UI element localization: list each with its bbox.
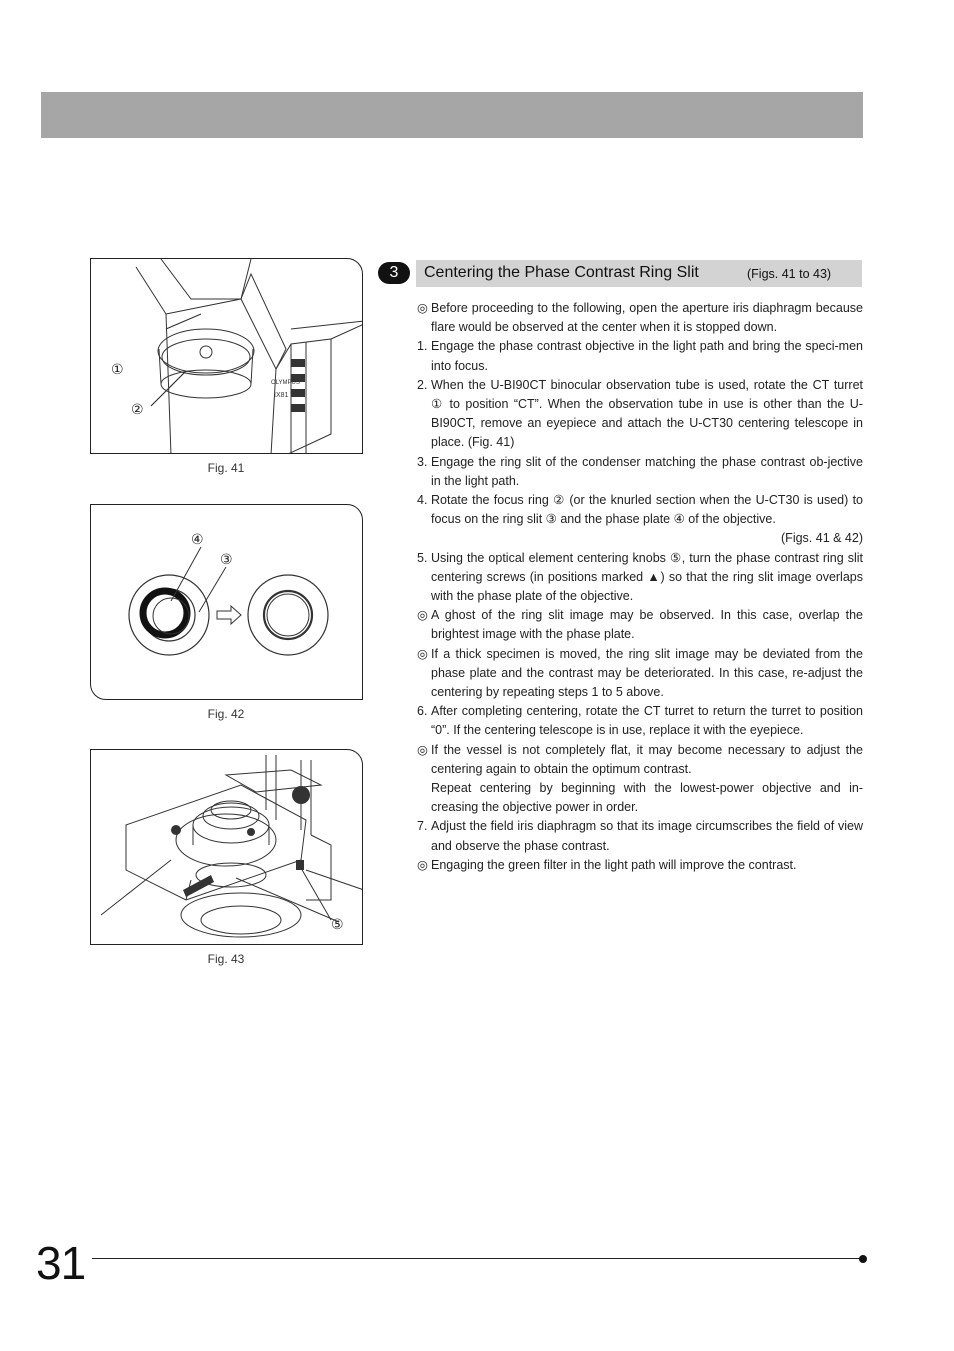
paragraph-step-5: 5. Using the optical element centering knobs ⑤, turn the phase contrast ring slit centering screws (in positions marked ▲) so that the ring slit image overlaps with the phase plate of the objective. — [417, 550, 863, 604]
paragraph-step-7: 7. Adjust the field iris diaphragm so that its image circumscribes the field of view and observe the phase contrast. — [417, 819, 863, 853]
callout-2: ② — [131, 402, 144, 418]
section-title: Centering the Phase Contrast Ring Slit — [424, 264, 699, 281]
paragraph-note: ◎ Engaging the green filter in the light path will improve the contrast. — [417, 857, 797, 872]
paragraph-step-4: 4. Rotate the focus ring ② (or the knurled section when the U-CT30 is used) to focus on the ring slit ③ and the phase plate ④ of the objective. — [417, 493, 863, 527]
callout-4: ④ — [191, 532, 204, 548]
paragraph-continuation: Repeat centering by beginning with the lowest-power objective and in-creasing the objective power in order. — [431, 781, 863, 815]
paragraph-step-2: 2. When the U-BI90CT binocular observation tube is used, rotate the CT turret ① to position “CT”. When the observation tube in use is other than the U-BI90CT, remove an eyepiece and attach the U-CT30 centering telescope in place. (Fig. 41) — [417, 377, 863, 450]
paragraph-step-6: 6. After completing centering, rotate the CT turret to return the turret to position “0”. If the centering telescope is in use, replace it with the eyepiece. — [417, 704, 863, 738]
footer-rule — [92, 1258, 862, 1259]
ring-slit-overlap-illustration — [91, 505, 363, 700]
callout-1: ① — [111, 362, 124, 378]
callout-5: ⑤ — [331, 917, 344, 933]
section-heading — [378, 260, 862, 287]
callout-3: ③ — [220, 552, 233, 568]
section-title-band — [416, 260, 862, 287]
paragraph-step-3: 3. Engage the ring slit of the condenser matching the phase contrast ob-jective in the light path. — [417, 454, 863, 488]
microscope-focus-illustration — [91, 259, 363, 454]
fig42-caption: Fig. 42 — [207, 707, 245, 721]
fig41-caption: Fig. 41 — [207, 461, 245, 475]
paragraph-note: ◎ If the vessel is not completely flat, it may become necessary to adjust the centering again to obtain the optimum contrast. — [417, 742, 863, 776]
paragraph-note: ◎ Before proceeding to the following, open the aperture iris diaphragm because flare would be observed at the center when it is stopped down. — [417, 301, 863, 335]
paragraph-note: ◎ If a thick specimen is moved, the ring slit image may be deviated from the phase plate and the contrast may be deteriorated. In this case, re-adjust the centering by repeating steps 1 to 5 above. — [417, 646, 863, 700]
fig41-model-label: IX81 — [274, 392, 289, 399]
header-bar — [41, 92, 863, 138]
page-number: 31 — [36, 1237, 86, 1289]
figure-43 — [90, 749, 363, 945]
figure-42 — [90, 504, 363, 700]
fig41-brand-label: OLYMPUS — [271, 380, 300, 386]
condenser-centering-illustration — [91, 750, 363, 945]
instruction-text — [417, 299, 863, 875]
footer-dot — [859, 1255, 867, 1263]
paragraph-figs-ref: (Figs. 41 & 42) — [781, 531, 863, 546]
paragraph-note: ◎ A ghost of the ring slit image may be observed. In this case, overlap the brightest image with the phase plate. — [417, 608, 863, 642]
paragraph-step-1: 1. Engage the phase contrast objective in the light path and bring the speci-men into focus. — [417, 339, 863, 373]
section-number-badge: 3 — [378, 262, 410, 284]
fig43-caption: Fig. 43 — [207, 952, 245, 966]
section-figs-ref: (Figs. 41 to 43) — [747, 267, 832, 281]
figure-41 — [90, 258, 363, 454]
